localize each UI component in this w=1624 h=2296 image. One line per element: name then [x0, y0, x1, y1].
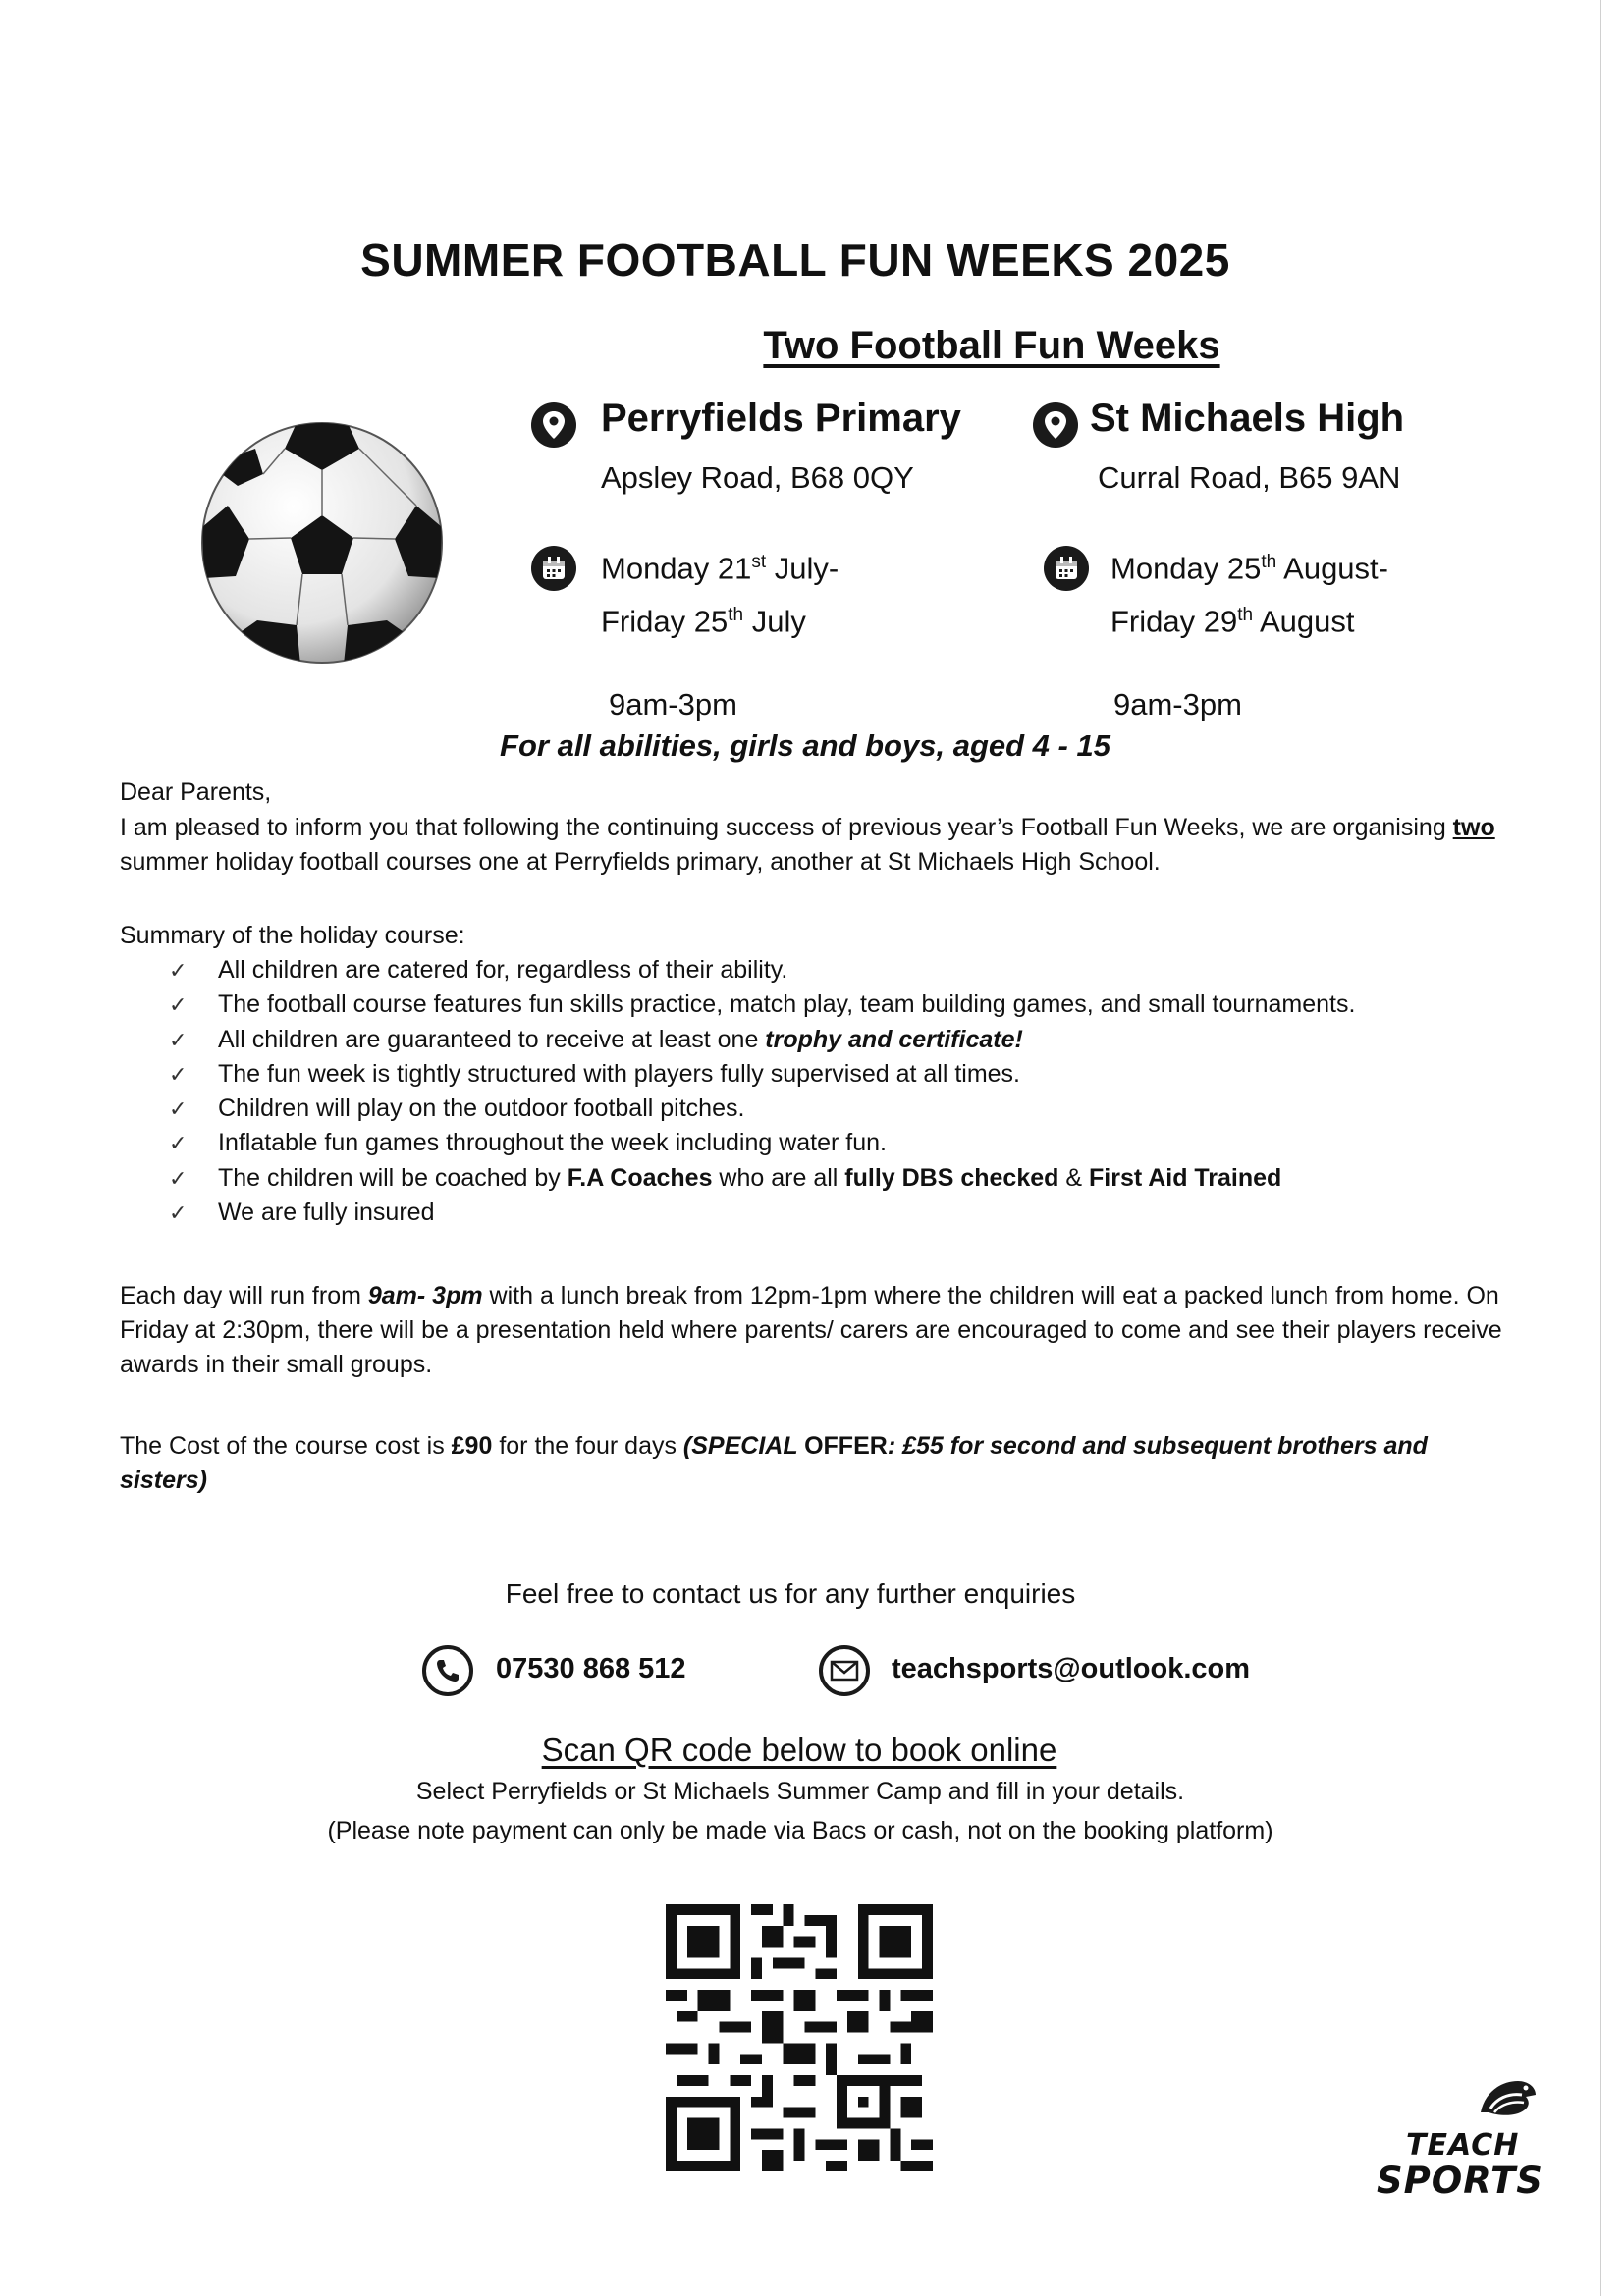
- logo-sports: SPORTS: [1377, 2160, 1543, 2202]
- phone-icon: [422, 1645, 473, 1696]
- qr-code[interactable]: [666, 1904, 933, 2171]
- booking-instruction: Select Perryfields or St Michaels Summer Camp and fill in your details.: [415, 1778, 1185, 1805]
- summary-heading: Summary of the holiday course:: [120, 922, 465, 949]
- course-summary-list: [169, 953, 1543, 1230]
- cost-paragraph: The Cost of the course cost is £90 for the four days (SPECIAL OFFER: £55 for second and subsequent brothers and sisters): [120, 1432, 1428, 1494]
- logo-teach: TEACH: [1406, 2128, 1520, 2163]
- booking-title: Scan QR code below to book online: [541, 1732, 1057, 1768]
- venue-time-st-michaels: 9am-3pm: [1113, 687, 1242, 721]
- abilities-tagline: For all abilities, girls and boys, aged 4 - 15: [500, 728, 1110, 763]
- location-pin-icon: [531, 402, 576, 448]
- check-icon: ✓: [169, 1061, 188, 1087]
- check-icon: ✓: [169, 958, 188, 983]
- list-item: ✓ The fun week is tightly structured with players fully supervised at all times.: [169, 1057, 1543, 1092]
- check-icon: ✓: [169, 1027, 188, 1052]
- phone-number[interactable]: 07530 868 512: [496, 1653, 686, 1684]
- calendar-icon: [531, 546, 576, 591]
- check-icon: ✓: [169, 1096, 188, 1122]
- check-icon: ✓: [169, 1165, 188, 1191]
- list-item: ✓ We are fully insured: [169, 1196, 1543, 1230]
- page-subtitle: Two Football Fun Weeks: [763, 324, 1220, 367]
- venue-name-perryfields: Perryfields Primary: [601, 397, 961, 440]
- email-address[interactable]: teachsports@outlook.com: [892, 1653, 1251, 1684]
- list-item: ✓ Children will play on the outdoor football pitches.: [169, 1092, 1543, 1126]
- list-item: ✓ All children are catered for, regardless of their ability.: [169, 953, 1543, 988]
- location-pin-icon: [1033, 402, 1078, 448]
- list-item: ✓ Inflatable fun games throughout the week including water fun.: [169, 1126, 1543, 1160]
- envelope-icon: [819, 1645, 870, 1696]
- page-edge-line: [1600, 0, 1601, 2296]
- check-icon: ✓: [169, 1131, 188, 1156]
- venue-dates-st-michaels: Monday 25th August- Friday 29th August: [1110, 551, 1388, 639]
- payment-note: (Please note payment can only be made via Bacs or cash, not on the booking platform): [327, 1817, 1273, 1844]
- venue-address-st-michaels: Curral Road, B65 9AN: [1098, 460, 1401, 495]
- check-icon: ✓: [169, 992, 188, 1018]
- calendar-icon: [1044, 546, 1089, 591]
- schedule-paragraph: Each day will run from 9am- 3pm with a lunch break from 12pm-1pm where the children will eat a packed lunch from home. On Friday at 2:30pm, there will be a presentation held where parents/ carers are encouraged to come and see their players receive awards in their small groups.: [120, 1282, 1502, 1378]
- venue-time-perryfields: 9am-3pm: [609, 687, 737, 721]
- list-item: ✓ The children will be coached by F.A Coaches who are all fully DBS checked & First Aid Trained: [169, 1161, 1543, 1196]
- letter-intro: I am pleased to inform you that following the continuing success of previous year’s Football Fun Weeks, we are organising two summer holiday football courses one at Perryfields primary, another at St Michaels High School.: [120, 814, 1495, 876]
- eagle-logo-icon: [1471, 2073, 1540, 2128]
- list-item: ✓ All children are guaranteed to receive at least one trophy and certificate!: [169, 1023, 1543, 1057]
- contact-prompt: Feel free to contact us for any further enquiries: [505, 1578, 1076, 1609]
- page-title: SUMMER FOOTBALL FUN WEEKS 2025: [360, 235, 1230, 286]
- venue-address-perryfields: Apsley Road, B68 0QY: [601, 460, 914, 495]
- check-icon: ✓: [169, 1201, 188, 1226]
- letter-greeting: Dear Parents,: [120, 778, 272, 806]
- venue-dates-perryfields: Monday 21st July- Friday 25th July: [601, 551, 839, 639]
- football-icon: [198, 419, 446, 667]
- venue-name-st-michaels: St Michaels High: [1090, 397, 1405, 440]
- list-item: ✓ The football course features fun skills practice, match play, team building games, and small tournaments.: [169, 988, 1543, 1022]
